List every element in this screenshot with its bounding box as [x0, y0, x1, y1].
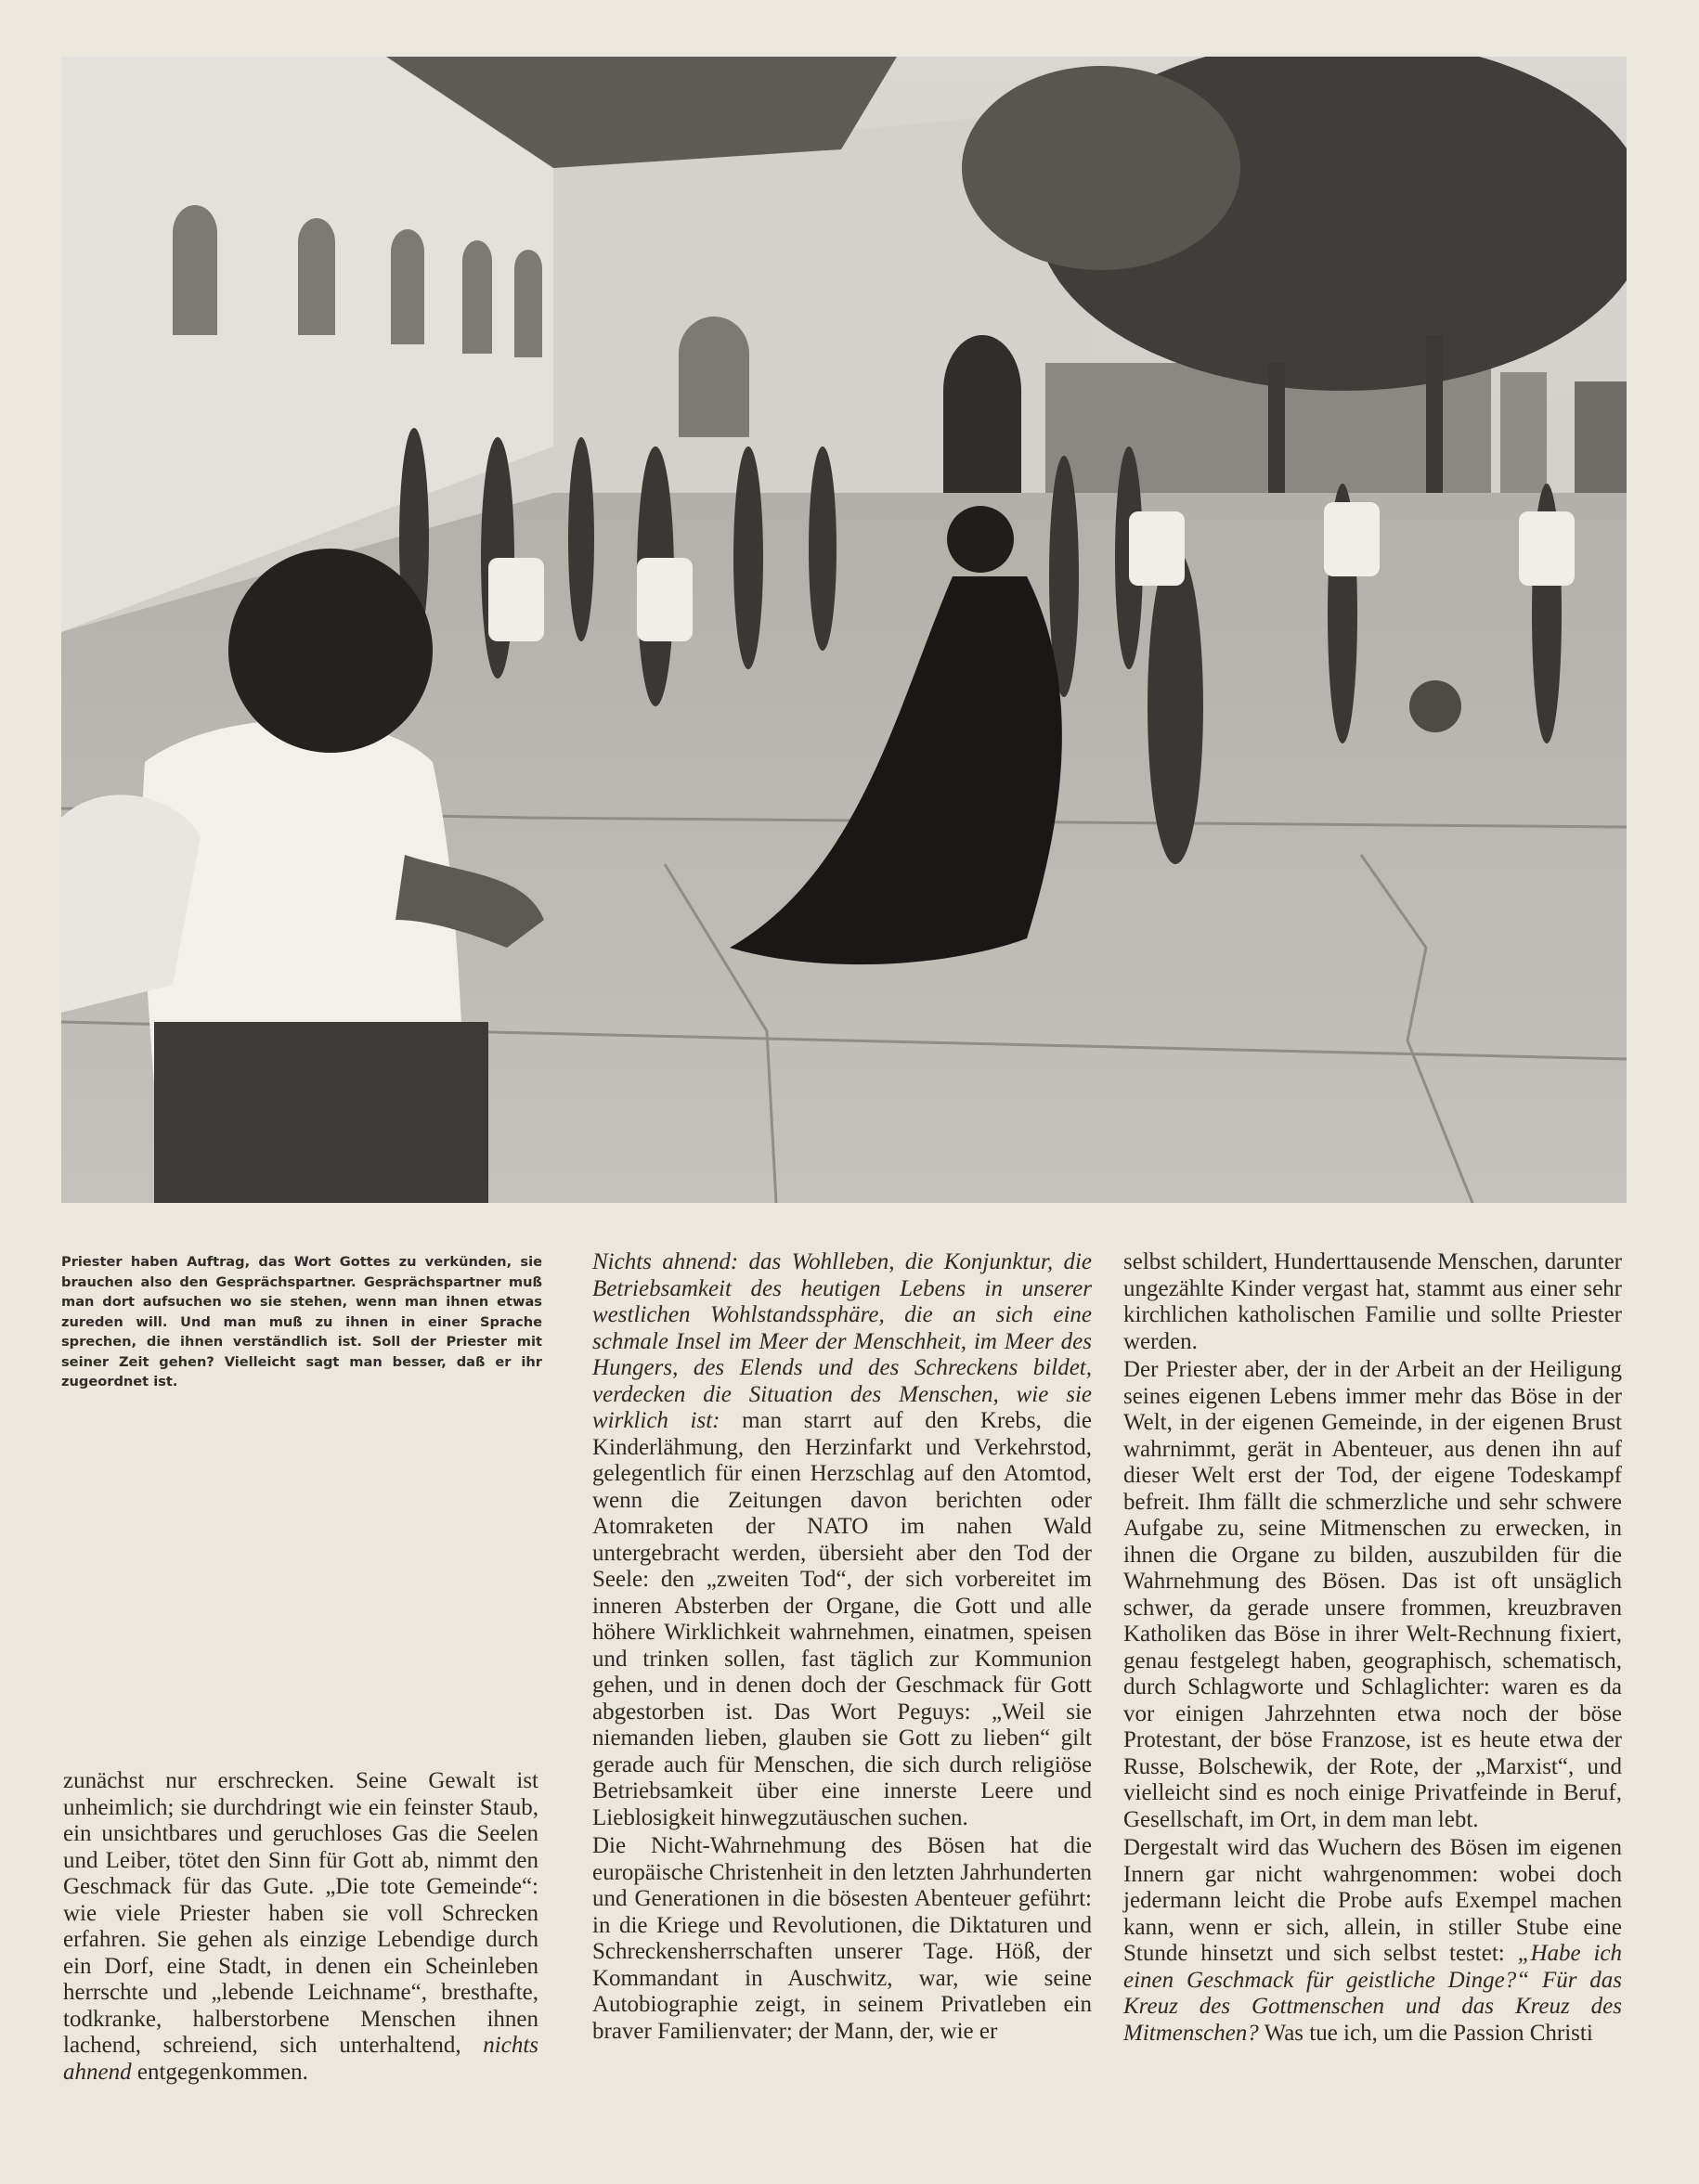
- text-column-3: [1123, 1249, 1622, 2047]
- paragraph: [592, 1249, 1092, 1831]
- paragraph: selbst schildert, Hunderttausende Menschen, darunter ungezählte Kinder vergast hat, stammt aus einer sehr kirchlichen katholischen Familie und sollte Priester werden.: [1123, 1249, 1622, 1354]
- photo-caption: Priester haben Auftrag, das Wort Gottes zu verkünden, sie brauchen also den Gesprächspartner. Gesprächspartner muß man dort aufsuchen wo sie stehen, wenn man ihnen etwas zureden will. Und man muß zu ihnen in einer Sprache sprechen, die ihnen verständlich ist. Soll der Priester mit seiner Zeit gehen? Vielleicht sagt man besser, daß er ihr zugeordnet ist.: [61, 1254, 542, 1389]
- schoolyard-photo: [61, 57, 1627, 1203]
- paragraph-text: Dergestalt wird das Wuchern des Bösen im eigenen Innern gar nicht wahrgenommen: wobei doch jedermann leicht die Probe aufs Exempel machen kann, wenn er sich, allein, in stiller Stube eine Stunde hinsetzt und sich selbst testet:: [1123, 1835, 1622, 1966]
- paragraph-text: zunächst nur erschrecken. Seine Gewalt ist unheimlich; sie durchdringt wie ein feinster Staub, ein unsichtbares und geruchloses Gas die Seelen und Leiber, tötet den Sinn für Gott ab, nimmt den Geschmack für das Gute. „Die tote Gemeinde“: wie viele Priester haben sie voll Schrecken erfahren. Sie gehen als einzige Lebendige durch ein Dorf, eine Stadt, in denen ein Scheinleben herrschte und „lebende Leichname“, bresthafte, todkranke, halberstorbene Menschen ihnen lachend, schreiend, sich unterhaltend,: [63, 1768, 538, 2058]
- text-column-2: [592, 1249, 1092, 2045]
- paragraph: [1123, 1835, 1622, 2047]
- photograph-icon: [61, 57, 1627, 1203]
- text-column-1: [63, 1768, 538, 2086]
- emphasis-text: nichts ahnend: [63, 2033, 538, 2085]
- paragraph: [63, 1768, 538, 2086]
- emphasis-text: Nichts ahnend: das Wohlleben, die Konjunktur, die Betriebsamkeit des heutigen Lebens in unserer westlichen Wohlstandssphäre, die an sich eine schmale Insel im Meer der Menschheit, im Meer des Hungers, des Elends und des Schreckens bildet, verdecken die Situation des Menschen, wie sie wirklich ist:: [592, 1249, 1092, 1433]
- paragraph: Der Priester aber, der in der Arbeit an der Heiligung seines eigenen Lebens immer mehr das Böse in der Welt, in der eigenen Gemeinde, in der eigenen Brust wahrnimmt, gerät in Abenteuer, aus denen ihn auf dieser Welt erst der Tod, der eigene Todeskampf befreit. Ihm fällt die schmerzliche und sehr schwere Aufgabe zu, seine Mitmenschen zu erwecken, in ihnen die Organe zu bilden, auszubilden für die Wahrnehmung des Bösen. Das ist oft unsäglich schwer, da gerade unsere frommen, kreuzbraven Katholiken das Böse in ihrer Welt-Rechnung fixiert, genau festgelegt haben, geographisch, schematisch, durch Schlagworte und Schlaglichter: waren es da vor einigen Jahrzehnten etwa noch der böse Protestant, der böse Franzose, ist es heute etwa der Russe, Bolschewik, der Rote, der „Marxist“, und vielleicht sind es noch einige Privatfeinde in Beruf, Gesellschaft, im Ort, in dem man lebt.: [1123, 1357, 1622, 1832]
- paragraph-text: Was tue ich, um die Passion Christi: [1258, 2020, 1593, 2046]
- paragraph: Die Nicht-Wahrnehmung des Bösen hat die europäische Christenheit in den letzten Jahrhunderten und Generationen in die bösesten Abenteuer geführt: in die Kriege und Revolutionen, die Diktaturen und Schreckensherrschaften unserer Tage. Höß, der Kommandant in Auschwitz, war, wie seine Autobiographie zeigt, in seinem Privatleben ein braver Familienvater; der Mann, der, wie er: [592, 1833, 1092, 2044]
- paragraph-text: man starrt auf den Krebs, die Kinderlähmung, den Herzinfarkt und Verkehrstod, gelegentlich für einen Herzschlag auf den Atomtod, wenn die Zeitungen davon berichten oder Atomraketen der NATO im nahen Wald untergebracht werden, übersieht aber den Tod der Seele: den „zweiten Tod“, der sich vorbereitet im inneren Absterben der Organe, die Gott und alle höhere Wirklichkeit wahrnehmen, einatmen, speisen und trinken sollen, fast täglich zur Kommunion gehen, und in denen doch der Geschmack für Gott abgestorben ist. Das Wort Peguys: „Weil sie niemanden lieben, glauben sie Gott zu lieben“ gilt gerade auch für Menschen, die sich durch religiöse Betriebsamkeit über eine innerste Leere und Lieblosigkeit hinwegzutäuschen suchen.: [592, 1408, 1092, 1830]
- paragraph-text: entgegenkommen.: [131, 2059, 308, 2085]
- emphasis-text: „Habe ich einen Geschmack für geistliche Dinge?“ Für das Kreuz des Gottmenschen und das Kreuz des Mitmenschen?: [1123, 1941, 1622, 2046]
